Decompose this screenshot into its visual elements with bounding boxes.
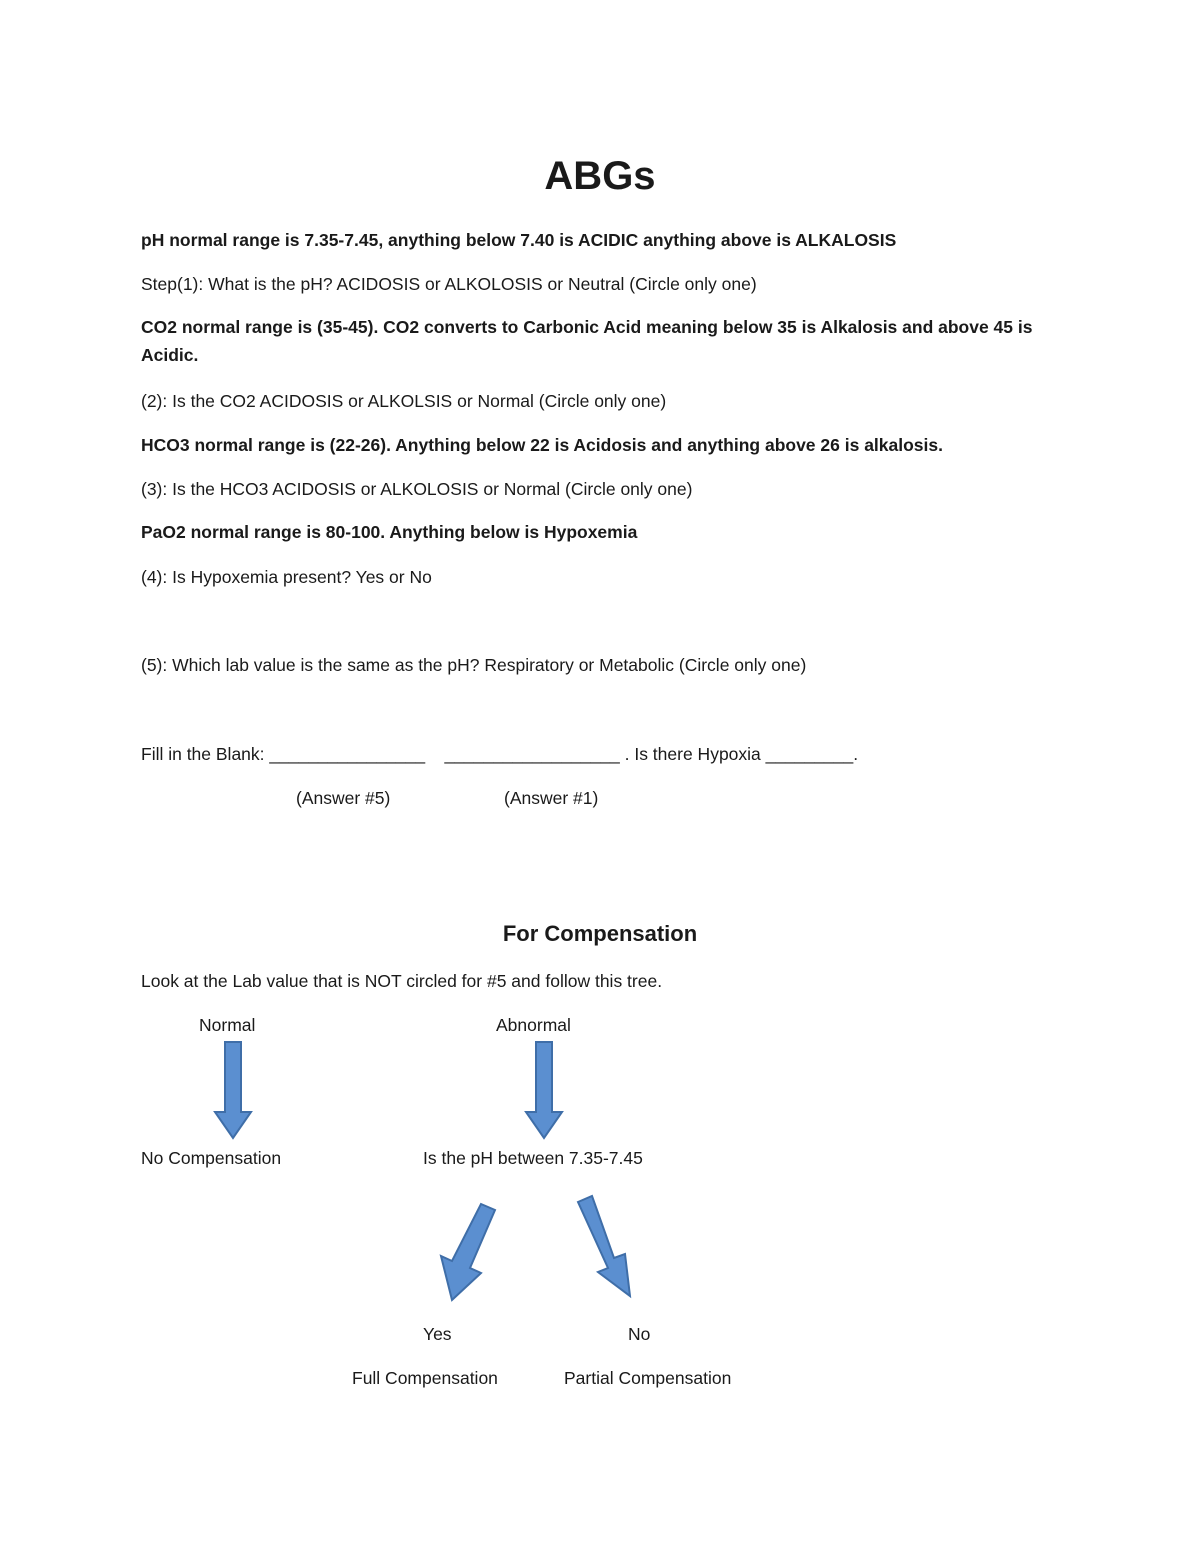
answer1-label: (Answer #1)	[504, 788, 599, 808]
diagonal-arrow-right-icon	[570, 1196, 650, 1306]
down-arrow-icon	[524, 1040, 564, 1140]
hco3-range-text: HCO3 normal range is (22-26). Anything below 22 is Acidosis and anything above 26 is alkalosis.	[141, 435, 943, 455]
co2-range-text: CO2 normal range is (35-45). CO2 converts to Carbonic Acid meaning below 35 is Alkalosis and above 45 is Acidic.	[141, 317, 1033, 365]
tree-no-label: No	[628, 1324, 651, 1344]
compensation-heading: For Compensation	[502, 921, 698, 946]
page-title: ABGs	[544, 154, 656, 198]
step5-question: (5): Which lab value is the same as the pH? Respiratory or Metabolic (Circle only one)	[141, 655, 807, 675]
pao2-range-text: PaO2 normal range is 80-100. Anything below is Hypoxemia	[141, 522, 638, 542]
ph-range-text: pH normal range is 7.35-7.45, anything below 7.40 is ACIDIC anything above is ALKALOSIS	[141, 230, 897, 250]
tree-no-compensation-label: No Compensation	[141, 1148, 282, 1168]
fill-in-blank-line: Fill in the Blank: ________________ __________________ . Is there Hypoxia _________.	[141, 744, 859, 764]
answer5-label: (Answer #5)	[296, 788, 391, 808]
compensation-instruction: Look at the Lab value that is NOT circled for #5 and follow this tree.	[141, 971, 663, 991]
tree-full-compensation-label: Full Compensation	[352, 1368, 498, 1388]
step2-question: (2): Is the CO2 ACIDOSIS or ALKOLSIS or Normal (Circle only one)	[141, 391, 667, 411]
tree-yes-label: Yes	[423, 1324, 452, 1344]
down-arrow-icon	[213, 1040, 253, 1140]
tree-normal-label: Normal	[199, 1015, 256, 1035]
tree-ph-question: Is the pH between 7.35-7.45	[423, 1148, 643, 1168]
tree-abnormal-label: Abnormal	[496, 1015, 571, 1035]
step3-question: (3): Is the HCO3 ACIDOSIS or ALKOLOSIS or Normal (Circle only one)	[141, 479, 693, 499]
step1-question: Step(1): What is the pH? ACIDOSIS or ALKOLOSIS or Neutral (Circle only one)	[141, 274, 757, 294]
diagonal-arrow-left-icon	[436, 1200, 516, 1310]
tree-partial-compensation-label: Partial Compensation	[564, 1368, 732, 1388]
step4-question: (4): Is Hypoxemia present? Yes or No	[141, 567, 432, 587]
